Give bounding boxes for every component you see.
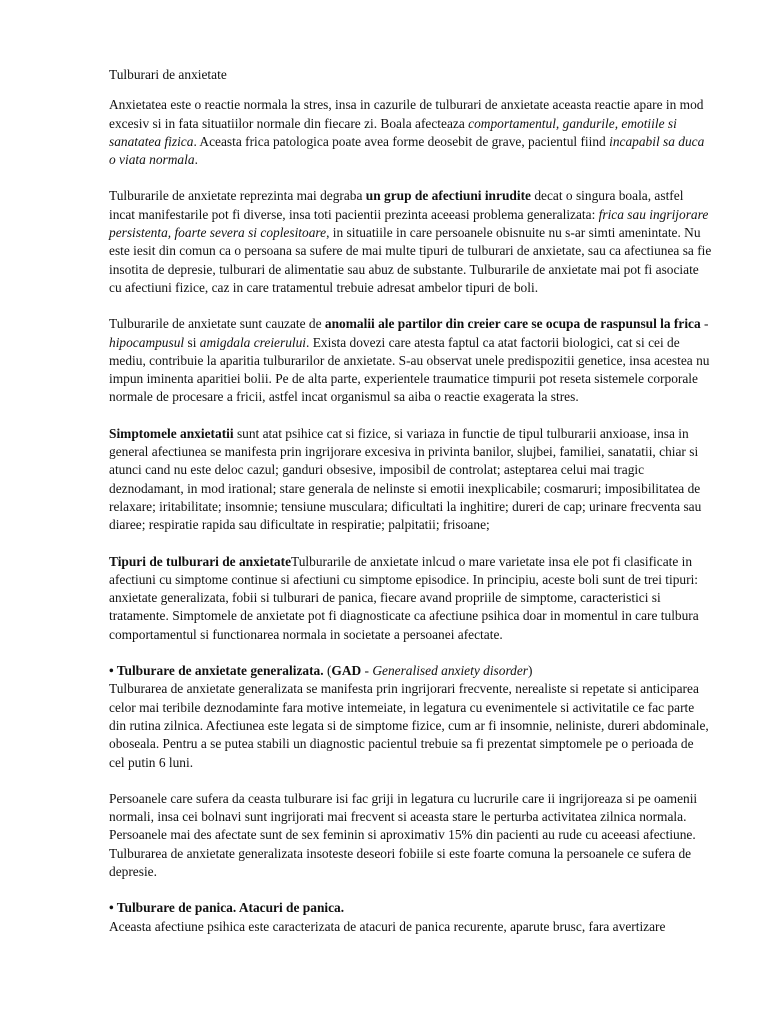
text-run: Anxietatea este o reactie normala la stres, insa in cazurile de tulburari de anxietate aceasta reactie apare in mod excesiv si in fata situatiilor normale din fiecare zi. Boala afecteaza [109, 97, 704, 131]
paragraph-types [109, 553, 712, 644]
text-run: si [184, 334, 200, 350]
bold-run: • Tulburare de panica. Atacuri de panica. [109, 900, 345, 916]
section-heading-panic [109, 899, 712, 917]
text-run: Tulburarile de anxietate reprezinta mai degraba [109, 188, 366, 204]
paragraph-group [109, 187, 712, 297]
bold-run: GAD [331, 663, 362, 679]
bold-run: Simptomele anxietatii [109, 425, 234, 441]
text-run: . [194, 152, 198, 168]
text-run: , in situatiile in care persoanele obisnuite nu s-ar simti amenintate. Nu este iesit din comun ca o persoana sa sufere de mai multe tipuri de tulburari de anxietate, sau ca afectiunea sa fie insotita de depresie, tulburari de alimentatie sau abuz de substante. Tulburarile de anxietate mai pot fi asociate cu afectiuni fizice, caz in care tratamentul trebuie adresat ambelor tipuri de boli. [109, 225, 712, 295]
text-run: ( [323, 663, 332, 679]
paragraph-symptoms [109, 425, 712, 535]
text-run: Tulburarile de anxietate sunt cauzate de [109, 316, 325, 332]
text-run: Tulburarile de anxietate inlcud o mare varietate insa ele pot fi clasificate in afectiuni cu simptome continue si afectiuni cu simptome episodice. In principiu, aceste boli sunt de trei tipuri: anxietate generalizata, fobii si tulburari de panica, fiecare avand propriile de simptome, caracteristici si tratamente. Simptomele de anxietate pot fi diagnosticate ca afectiune psihica doar in momentul in care tulbura comportamentul si functionarea normala in societate a persoanei afectate. [109, 553, 699, 642]
bold-run: un grup de afectiuni inrudite [365, 188, 531, 204]
paragraph-gad: Tulburarea de anxietate generalizata se manifesta prin ingrijorari frecvente, nerealiste si repetate si anticiparea celor mai teribile deznodaminte fara motive intemeiate, in legatura cu evenimentele si activitatile ce fac parte din rutina zilnica. Afectiunea este legata si de simptome fizice, cum ar fi insomnie, neliniste, dureri abdominale, oboseala. Pentru a se putea stabili un diagnostic pacientul trebuie sa fi prezentat simptomele pe o perioada de cel putin 6 luni. [109, 681, 709, 770]
text-run: sunt atat psihice cat si fizice, si variaza in functie de tipul tulburarii anxioase, insa in general afectiunea se manifesta prin ingrijorare excesiva in privinta banilor, slujbei, familiei, sanatatii, chiar si atunci cand nu este deloc cazul; ganduri obsesive, imposibil de controlat; asteptarea celui mai tragic deznodamant, in mod irational; stare generala de nelinste si emotii inexplicabile; cosmaruri; imposibilitatea de relaxare; iritabilitate; insomnie; tensiune musculara; dificultati la inghitire; dureri de cap; urinare frecventa sau diaree; respiratie rapida sau dificultate in respiratie; palpitatii; frisoane; [109, 425, 702, 533]
text-run: - [361, 663, 373, 679]
text-run: - [700, 316, 709, 332]
paragraph-gad-2: Persoanele care sufera da ceasta tulburare isi fac griji in legatura cu lucrurile care ii ingrijoreaza si pe oamenii normali, insa cei bolnavi sunt ingrijorati mai frecvent si aceasta stare le perturba activitatea zilnica normala. Persoanele mai des afectate sunt de sex feminin si aproximativ 15% din pacienti au rude cu aceeasi afectiune. Tulburarea de anxietate generalizata insoteste deseori fobiile si este foarte comuna la persoanele ce sufera de depresie. [109, 790, 698, 879]
text-run: decat o singura boala, astfel incat manifestarile pot fi diverse, insa toti pacientii prezinta aceeasi problema generalizata: [109, 188, 684, 222]
italic-run: incapabil sa duca o viata normala [109, 133, 705, 168]
text-run: ) [528, 663, 533, 679]
text-run: . Aceasta frica patologica poate avea forme deosebit de grave, pacientul fiind [193, 133, 610, 149]
section-heading-gad [109, 662, 712, 680]
italic-run: Generalised anxiety disorder [372, 663, 529, 679]
paragraph-panic: Aceasta afectiune psihica este caracterizata de atacuri de panica recurente, aparute brusc, fara avertizare [109, 918, 666, 934]
text-run: . Exista dovezi care atesta faptul ca atat factorii biologici, cat si cei de mediu, contribuie la aparitia tulburarilor de anxietate. S-au observat unele predispozitii genetice, insa acestea nu impun iminenta aparitiei bolii. Pe de alta parte, experientele traumatice timpurii pot reseta sistemele corporale normale de procesare a fricii, astfel incat organismul sa aiba o reactie exagerata la stres. [109, 334, 710, 405]
paragraph-causes [109, 315, 712, 406]
italic-run: frica sau ingrijorare persistenta, foarte severa si coplesitoare [109, 206, 709, 241]
document-title: Tulburari de anxietate [109, 67, 227, 82]
paragraph-intro [109, 96, 712, 169]
bold-run: Tipuri de tulburari de anxietate [109, 553, 292, 569]
italic-run: hipocampusul [109, 334, 185, 350]
italic-run: comportamentul, gandurile, emotiile si sanatatea fizica [109, 115, 677, 149]
bold-run: • Tulburare de anxietate generalizata. [109, 663, 324, 679]
bold-run: anomalii ale partilor din creier care se ocupa de raspunsul la frica [324, 316, 701, 332]
italic-run: amigdala creierului [199, 334, 307, 350]
